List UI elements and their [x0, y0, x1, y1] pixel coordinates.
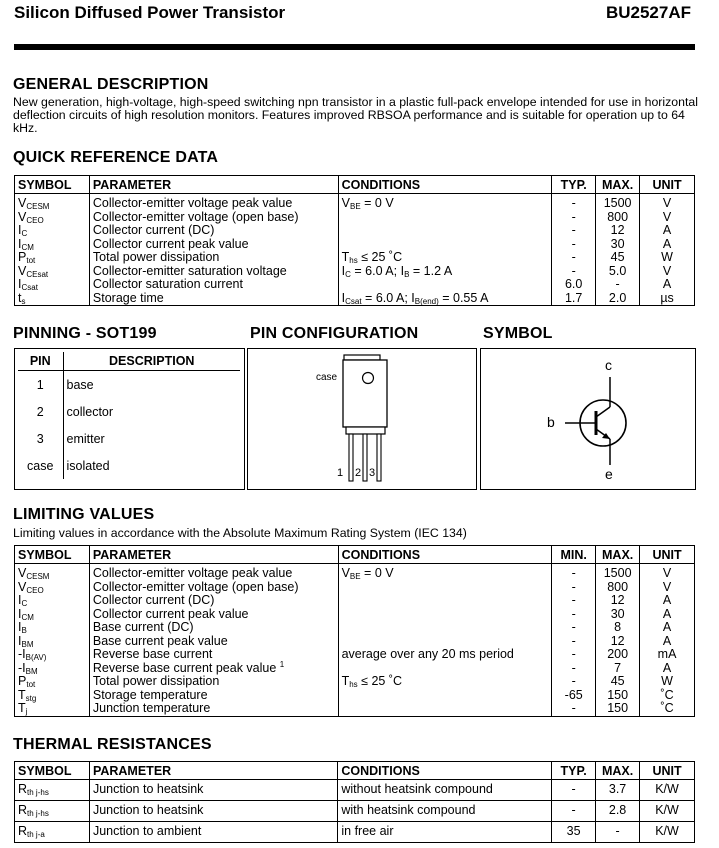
- lim-symbol: $T_j$: [15, 702, 90, 716]
- thermal-resistances-heading: THERMAL RESISTANCES: [13, 736, 212, 753]
- qrd-row: [15, 265, 695, 279]
- lim-row: [15, 675, 695, 689]
- qrd-parameter: Collector-emitter voltage peak value: [89, 194, 338, 211]
- qrd-unit: A: [640, 224, 695, 238]
- lim-row: [15, 608, 695, 622]
- qrd-conditions: [338, 211, 552, 225]
- thr-header-symbol: SYMBOL: [15, 762, 90, 780]
- lim-symbol: $V_{CESM}$: [15, 564, 90, 581]
- qrd-conditions: $I_C = 6.0$ A; $I_B = 1.2$ A: [338, 265, 552, 279]
- thr-conditions: with heatsink compound: [338, 801, 552, 822]
- lim-row: [15, 702, 695, 716]
- pin-number: case: [18, 452, 63, 479]
- lim-unit: A: [640, 662, 695, 676]
- header-rule: [14, 44, 695, 50]
- thr-header-parameter: PARAMETER: [89, 762, 337, 780]
- qrd-typ: -: [552, 194, 596, 211]
- qrd-header-parameter: PARAMETER: [89, 176, 338, 194]
- pin-number: 1: [18, 371, 63, 399]
- qrd-parameter: Storage time: [89, 292, 338, 306]
- lim-parameter: Collector current peak value: [89, 608, 338, 622]
- lim-parameter: Storage temperature: [89, 689, 338, 703]
- thr-max: -: [596, 822, 640, 843]
- qrd-row: [15, 194, 695, 211]
- qrd-parameter: Collector-emitter voltage (open base): [89, 211, 338, 225]
- general-description-text: New generation, high-voltage, high-speed switching npn transistor in a plastic full-pack envelope intended for use in horizontal deflection circuits of high resolution monitors. Features improved RBSOA performance and is suitable for operation up to 64 kHz.: [13, 95, 698, 135]
- qrd-conditions: [338, 278, 552, 292]
- qrd-conditions: $I_{Csat} = 6.0$ A; $I_{B(end)} = 0.55$ A: [338, 292, 552, 306]
- lim-max: 150: [596, 689, 640, 703]
- lim-conditions: [338, 662, 552, 676]
- qrd-parameter: Total power dissipation: [89, 251, 338, 265]
- qrd-max: 2.0: [596, 292, 640, 306]
- pin-row: [18, 398, 240, 425]
- thr-parameter: Junction to ambient: [89, 822, 337, 843]
- thr-parameter: Junction to heatsink: [89, 780, 337, 801]
- qrd-typ: -: [552, 224, 596, 238]
- lim-min: -: [552, 581, 596, 595]
- symbol-box: [480, 348, 696, 490]
- case-label: case: [316, 372, 338, 383]
- mounting-hole: [363, 373, 374, 384]
- lim-conditions: [338, 608, 552, 622]
- qrd-typ: -: [552, 238, 596, 252]
- qrd-max: 1500: [596, 194, 640, 211]
- lim-header-min: MIN.: [552, 546, 596, 564]
- limiting-values-subtitle: Limiting values in accordance with the Absolute Maximum Rating System (IEC 134): [13, 526, 467, 540]
- general-description-heading: GENERAL DESCRIPTION: [13, 76, 209, 93]
- lim-unit: A: [640, 608, 695, 622]
- lim-conditions: $V_{BE} = 0$ V: [338, 564, 552, 581]
- lim-row: [15, 581, 695, 595]
- lim-max: 8: [596, 621, 640, 635]
- lim-row: [15, 648, 695, 662]
- thr-typ: -: [552, 801, 596, 822]
- lim-symbol: $I_{BM}$: [15, 635, 90, 649]
- qrd-typ: 6.0: [552, 278, 596, 292]
- lim-header-parameter: PARAMETER: [89, 546, 338, 564]
- qrd-parameter: Collector-emitter saturation voltage: [89, 265, 338, 279]
- thr-conditions: in free air: [338, 822, 552, 843]
- lim-parameter: Reverse base current peak value $^1$: [89, 662, 338, 676]
- qrd-max: -: [596, 278, 640, 292]
- qrd-unit: V: [640, 265, 695, 279]
- qrd-header-symbol: SYMBOL: [15, 176, 90, 194]
- quick-reference-table: [14, 175, 695, 306]
- lim-max: 12: [596, 635, 640, 649]
- base-label: b: [547, 414, 555, 430]
- thr-max: 3.7: [596, 780, 640, 801]
- description-column-header: DESCRIPTION: [63, 352, 240, 371]
- lim-unit: W: [640, 675, 695, 689]
- package-base: [346, 427, 385, 434]
- pinning-table: [18, 352, 240, 479]
- lim-unit: ˚C: [640, 702, 695, 716]
- qrd-symbol: $P_{tot}$: [15, 251, 90, 265]
- qrd-unit: µs: [640, 292, 695, 306]
- lim-max: 30: [596, 608, 640, 622]
- qrd-typ: -: [552, 211, 596, 225]
- qrd-parameter: Collector current peak value: [89, 238, 338, 252]
- package-drawing: [248, 349, 476, 489]
- qrd-header-max: MAX.: [596, 176, 640, 194]
- lim-row: [15, 662, 695, 676]
- package-body: [343, 360, 387, 427]
- lim-symbol: $V_{CEO}$: [15, 581, 90, 595]
- lim-row: [15, 594, 695, 608]
- thr-symbol: $R_{th j-hs}$: [15, 780, 90, 801]
- lim-unit: mA: [640, 648, 695, 662]
- qrd-symbol: $I_{Csat}$: [15, 278, 90, 292]
- qrd-conditions: [338, 238, 552, 252]
- emitter-label: e: [605, 466, 613, 482]
- lim-parameter: Junction temperature: [89, 702, 338, 716]
- lim-unit: A: [640, 621, 695, 635]
- qrd-header-conditions: CONDITIONS: [338, 176, 552, 194]
- thr-conditions: without heatsink compound: [338, 780, 552, 801]
- lim-min: -: [552, 564, 596, 581]
- lim-header-conditions: CONDITIONS: [338, 546, 552, 564]
- pin-description: isolated: [66, 458, 110, 473]
- qrd-typ: -: [552, 251, 596, 265]
- lim-max: 800: [596, 581, 640, 595]
- lim-min: -: [552, 594, 596, 608]
- lim-parameter: Collector current (DC): [89, 594, 338, 608]
- lim-conditions: $T_{hs} \le 25$ ˚C: [338, 675, 552, 689]
- lim-parameter: Base current (DC): [89, 621, 338, 635]
- lim-parameter: Total power dissipation: [89, 675, 338, 689]
- thr-row: [15, 801, 695, 822]
- lim-min: -: [552, 675, 596, 689]
- pin-description: base: [66, 377, 94, 392]
- lim-symbol: $T_{stg}$: [15, 689, 90, 703]
- limiting-values-heading: LIMITING VALUES: [13, 506, 155, 523]
- lim-parameter: Collector-emitter voltage (open base): [89, 581, 338, 595]
- qrd-unit: A: [640, 238, 695, 252]
- lim-max: 1500: [596, 564, 640, 581]
- qrd-unit: V: [640, 211, 695, 225]
- lim-symbol: $I_{CM}$: [15, 608, 90, 622]
- lim-max: 12: [596, 594, 640, 608]
- lim-header-max: MAX.: [596, 546, 640, 564]
- qrd-max: 800: [596, 211, 640, 225]
- lim-unit: ˚C: [640, 689, 695, 703]
- qrd-row: [15, 224, 695, 238]
- qrd-max: 12: [596, 224, 640, 238]
- pin-configuration-box: [247, 348, 477, 490]
- thr-header-unit: UNIT: [640, 762, 695, 780]
- qrd-unit: A: [640, 278, 695, 292]
- pin-configuration-heading: PIN CONFIGURATION: [250, 325, 419, 342]
- lim-header-unit: UNIT: [640, 546, 695, 564]
- symbol-heading: SYMBOL: [483, 325, 553, 342]
- qrd-row: [15, 238, 695, 252]
- pin-1-label: 1: [337, 467, 344, 479]
- pin-column-header: PIN: [18, 352, 63, 371]
- lim-min: -: [552, 635, 596, 649]
- lim-unit: A: [640, 635, 695, 649]
- lim-header-symbol: SYMBOL: [15, 546, 90, 564]
- lead-1: [349, 434, 353, 481]
- lim-symbol: $I_C$: [15, 594, 90, 608]
- package-tab: [344, 355, 380, 360]
- lim-min: -: [552, 662, 596, 676]
- thr-row: [15, 780, 695, 801]
- qrd-conditions: $V_{BE} = 0$ V: [338, 194, 552, 211]
- qrd-max: 5.0: [596, 265, 640, 279]
- thr-unit: K/W: [640, 780, 695, 801]
- thr-unit: K/W: [640, 801, 695, 822]
- lim-conditions: [338, 689, 552, 703]
- part-number: BU2527AF: [605, 3, 691, 22]
- pin-number: 3: [18, 425, 63, 452]
- lim-symbol: $I_B$: [15, 621, 90, 635]
- lim-unit: V: [640, 581, 695, 595]
- pin-3-label: 3: [369, 467, 376, 479]
- qrd-max: 30: [596, 238, 640, 252]
- qrd-row: [15, 292, 695, 306]
- transistor-symbol: [481, 349, 695, 489]
- qrd-header-typ: TYP.: [552, 176, 596, 194]
- lim-conditions: average over any 20 ms period: [338, 648, 552, 662]
- lim-max: 150: [596, 702, 640, 716]
- pinning-heading: PINNING - SOT199: [13, 325, 157, 342]
- lim-parameter: Reverse base current: [89, 648, 338, 662]
- thr-typ: -: [552, 780, 596, 801]
- pin-row: [18, 425, 240, 452]
- qrd-symbol: $I_C$: [15, 224, 90, 238]
- qrd-row: [15, 251, 695, 265]
- qrd-unit: V: [640, 194, 695, 211]
- thr-symbol: $R_{th j-hs}$: [15, 801, 90, 822]
- qrd-parameter: Collector current (DC): [89, 224, 338, 238]
- qrd-unit: W: [640, 251, 695, 265]
- pin-row: [18, 452, 240, 479]
- lim-parameter: Collector-emitter voltage peak value: [89, 564, 338, 581]
- qrd-parameter: Collector saturation current: [89, 278, 338, 292]
- lead-2: [363, 434, 367, 481]
- lim-conditions: [338, 594, 552, 608]
- lim-unit: V: [640, 564, 695, 581]
- collector-label: c: [605, 357, 612, 373]
- lim-conditions: [338, 581, 552, 595]
- pin-row: [18, 371, 240, 399]
- qrd-conditions: $T_{hs} \le 25$ ˚C: [338, 251, 552, 265]
- lim-min: -65: [552, 689, 596, 703]
- lim-row: [15, 621, 695, 635]
- qrd-conditions: [338, 224, 552, 238]
- lim-symbol: $-I_{BM}$: [15, 662, 90, 676]
- lim-row: [15, 635, 695, 649]
- thr-header-max: MAX.: [596, 762, 640, 780]
- qrd-typ: 1.7: [552, 292, 596, 306]
- pin-2-label: 2: [355, 467, 362, 479]
- document-title: Silicon Diffused Power Transistor: [14, 3, 286, 22]
- thr-row: [15, 822, 695, 843]
- lim-min: -: [552, 648, 596, 662]
- pin-description: emitter: [66, 431, 105, 446]
- collector-branch: [596, 407, 610, 417]
- thr-header-typ: TYP.: [552, 762, 596, 780]
- thr-max: 2.8: [596, 801, 640, 822]
- thr-symbol: $R_{th j-a}$: [15, 822, 90, 843]
- lim-min: -: [552, 702, 596, 716]
- thermal-resistances-table: [14, 761, 695, 843]
- lim-min: -: [552, 621, 596, 635]
- qrd-symbol: $t_s$: [15, 292, 90, 306]
- qrd-header-unit: UNIT: [640, 176, 695, 194]
- qrd-symbol: $I_{CM}$: [15, 238, 90, 252]
- lim-conditions: [338, 621, 552, 635]
- lim-conditions: [338, 635, 552, 649]
- qrd-symbol: $V_{CEO}$: [15, 211, 90, 225]
- thr-unit: K/W: [640, 822, 695, 843]
- lim-max: 45: [596, 675, 640, 689]
- lim-min: -: [552, 608, 596, 622]
- qrd-row: [15, 211, 695, 225]
- lim-unit: A: [640, 594, 695, 608]
- pin-description: collector: [66, 404, 114, 419]
- qrd-max: 45: [596, 251, 640, 265]
- qrd-typ: -: [552, 265, 596, 279]
- limiting-values-table: [14, 545, 695, 717]
- lim-row: [15, 689, 695, 703]
- thr-header-conditions: CONDITIONS: [338, 762, 552, 780]
- qrd-symbol: $V_{CESM}$: [15, 194, 90, 211]
- lim-conditions: [338, 702, 552, 716]
- lim-row: [15, 564, 695, 581]
- lim-symbol: $P_{tot}$: [15, 675, 90, 689]
- lim-max: 7: [596, 662, 640, 676]
- lead-3: [377, 434, 381, 481]
- qrd-row: [15, 278, 695, 292]
- lim-symbol: $-I_{B(AV)}$: [15, 648, 90, 662]
- quick-reference-heading: QUICK REFERENCE DATA: [13, 149, 219, 166]
- pin-number: 2: [18, 398, 63, 425]
- lim-max: 200: [596, 648, 640, 662]
- lim-parameter: Base current peak value: [89, 635, 338, 649]
- pinning-box: [14, 348, 245, 490]
- thr-parameter: Junction to heatsink: [89, 801, 337, 822]
- thr-typ: 35: [552, 822, 596, 843]
- qrd-symbol: $V_{CEsat}$: [15, 265, 90, 279]
